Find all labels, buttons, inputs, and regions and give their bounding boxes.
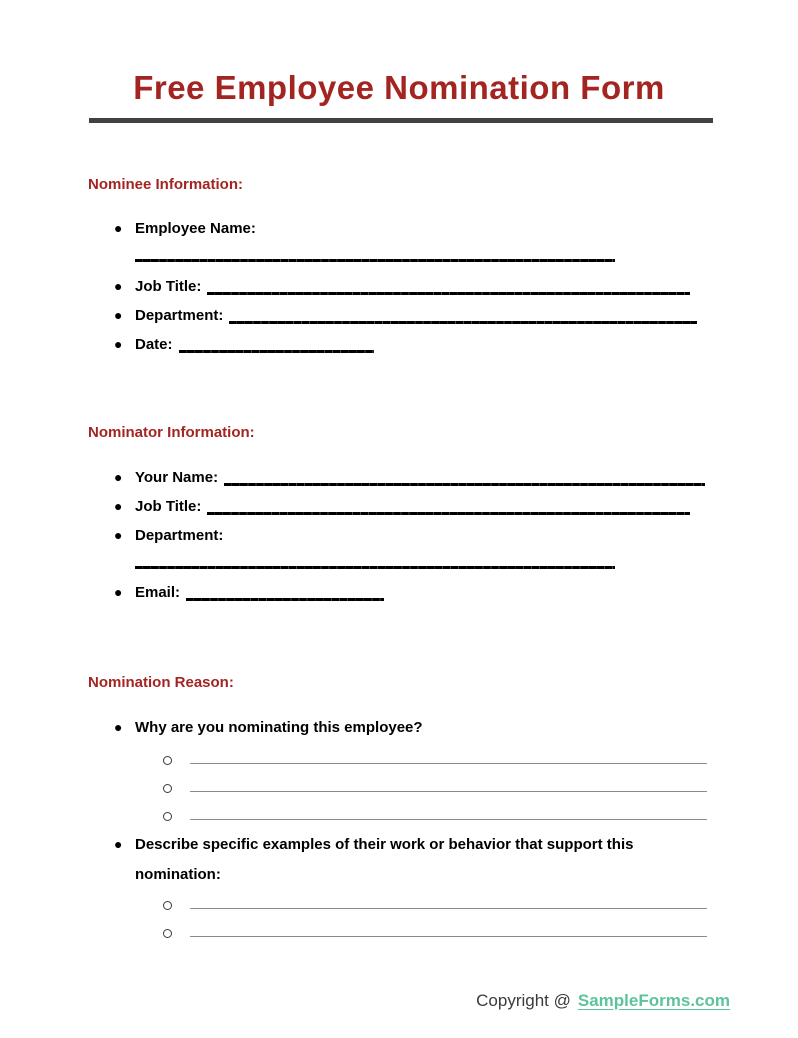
circle-bullet-icon [163,901,172,910]
date-blank-line [179,350,374,353]
sampleforms-link[interactable]: SampleForms.com [577,991,730,1010]
bullet-icon: ● [114,278,123,294]
field-label-department: Department: [135,307,224,324]
circle-bullet-icon [163,784,172,793]
circle-bullet-icon [163,812,172,821]
page-title: Free Employee Nomination Form [133,69,665,106]
bullet-icon: ● [114,498,123,514]
answer-row [163,919,707,947]
field-email [88,578,798,607]
field-label-date: Date: [135,336,173,353]
answer-blank-line [190,763,707,764]
section-nomination-reason [0,673,798,947]
title-divider [89,118,713,123]
answer-row [163,802,707,830]
department-blank-line [229,321,697,324]
answer-row [163,891,707,919]
circle-bullet-icon [163,929,172,938]
section-nominee-information [0,175,798,359]
bullet-icon: ● [114,220,123,236]
copyright-text: Copyright @ [476,991,571,1010]
section-nominator-information [0,423,798,607]
circle-bullet-icon [163,756,172,765]
field-employee-name [88,214,798,243]
answer-blank-line [190,908,707,909]
email-blank-line [186,598,384,601]
field-date [88,330,798,359]
field-label-job-title-nominator: Job Title: [135,498,202,515]
question-label-describe: Describe specific examples of their work or behavior that support this nomination: [135,836,634,883]
bullet-icon: ● [114,336,123,352]
employee-name-blank-line [135,259,615,262]
field-label-department-nominator: Department: [135,527,224,544]
question-label-why: Why are you nominating this employee? [135,719,423,736]
field-job-title-nominee [88,272,798,301]
field-label-job-title: Job Title: [135,278,202,295]
answer-blank-line [190,936,707,937]
answer-blank-line [190,791,707,792]
field-department-nominee [88,301,798,330]
field-label-your-name: Your Name: [135,469,219,486]
answer-row [163,746,707,774]
bullet-icon: ● [114,584,123,600]
job-title-nominator-blank-line [207,512,690,515]
field-job-title-nominator [88,492,798,521]
bullet-icon: ● [114,307,123,323]
field-label-employee-name: Employee Name: [135,220,256,237]
answer-blank-line [190,819,707,820]
bullet-icon: ● [114,836,123,852]
department-nominator-blank-line [135,566,615,569]
field-your-name [88,463,798,492]
field-department-nominator [88,521,798,550]
footer [476,990,730,1012]
bullet-icon: ● [114,719,123,735]
section-heading-nominee: Nominee Information: [88,176,244,193]
section-heading-nominator: Nominator Information: [88,424,255,441]
bullet-icon: ● [114,527,123,543]
bullet-icon: ● [114,469,123,485]
answer-row [163,774,707,802]
section-heading-reason: Nomination Reason: [88,674,234,691]
job-title-blank-line [207,292,690,295]
question-describe-examples [88,830,798,890]
field-label-email: Email: [135,584,181,601]
your-name-blank-line [224,483,705,486]
question-why-nominating [88,713,798,742]
